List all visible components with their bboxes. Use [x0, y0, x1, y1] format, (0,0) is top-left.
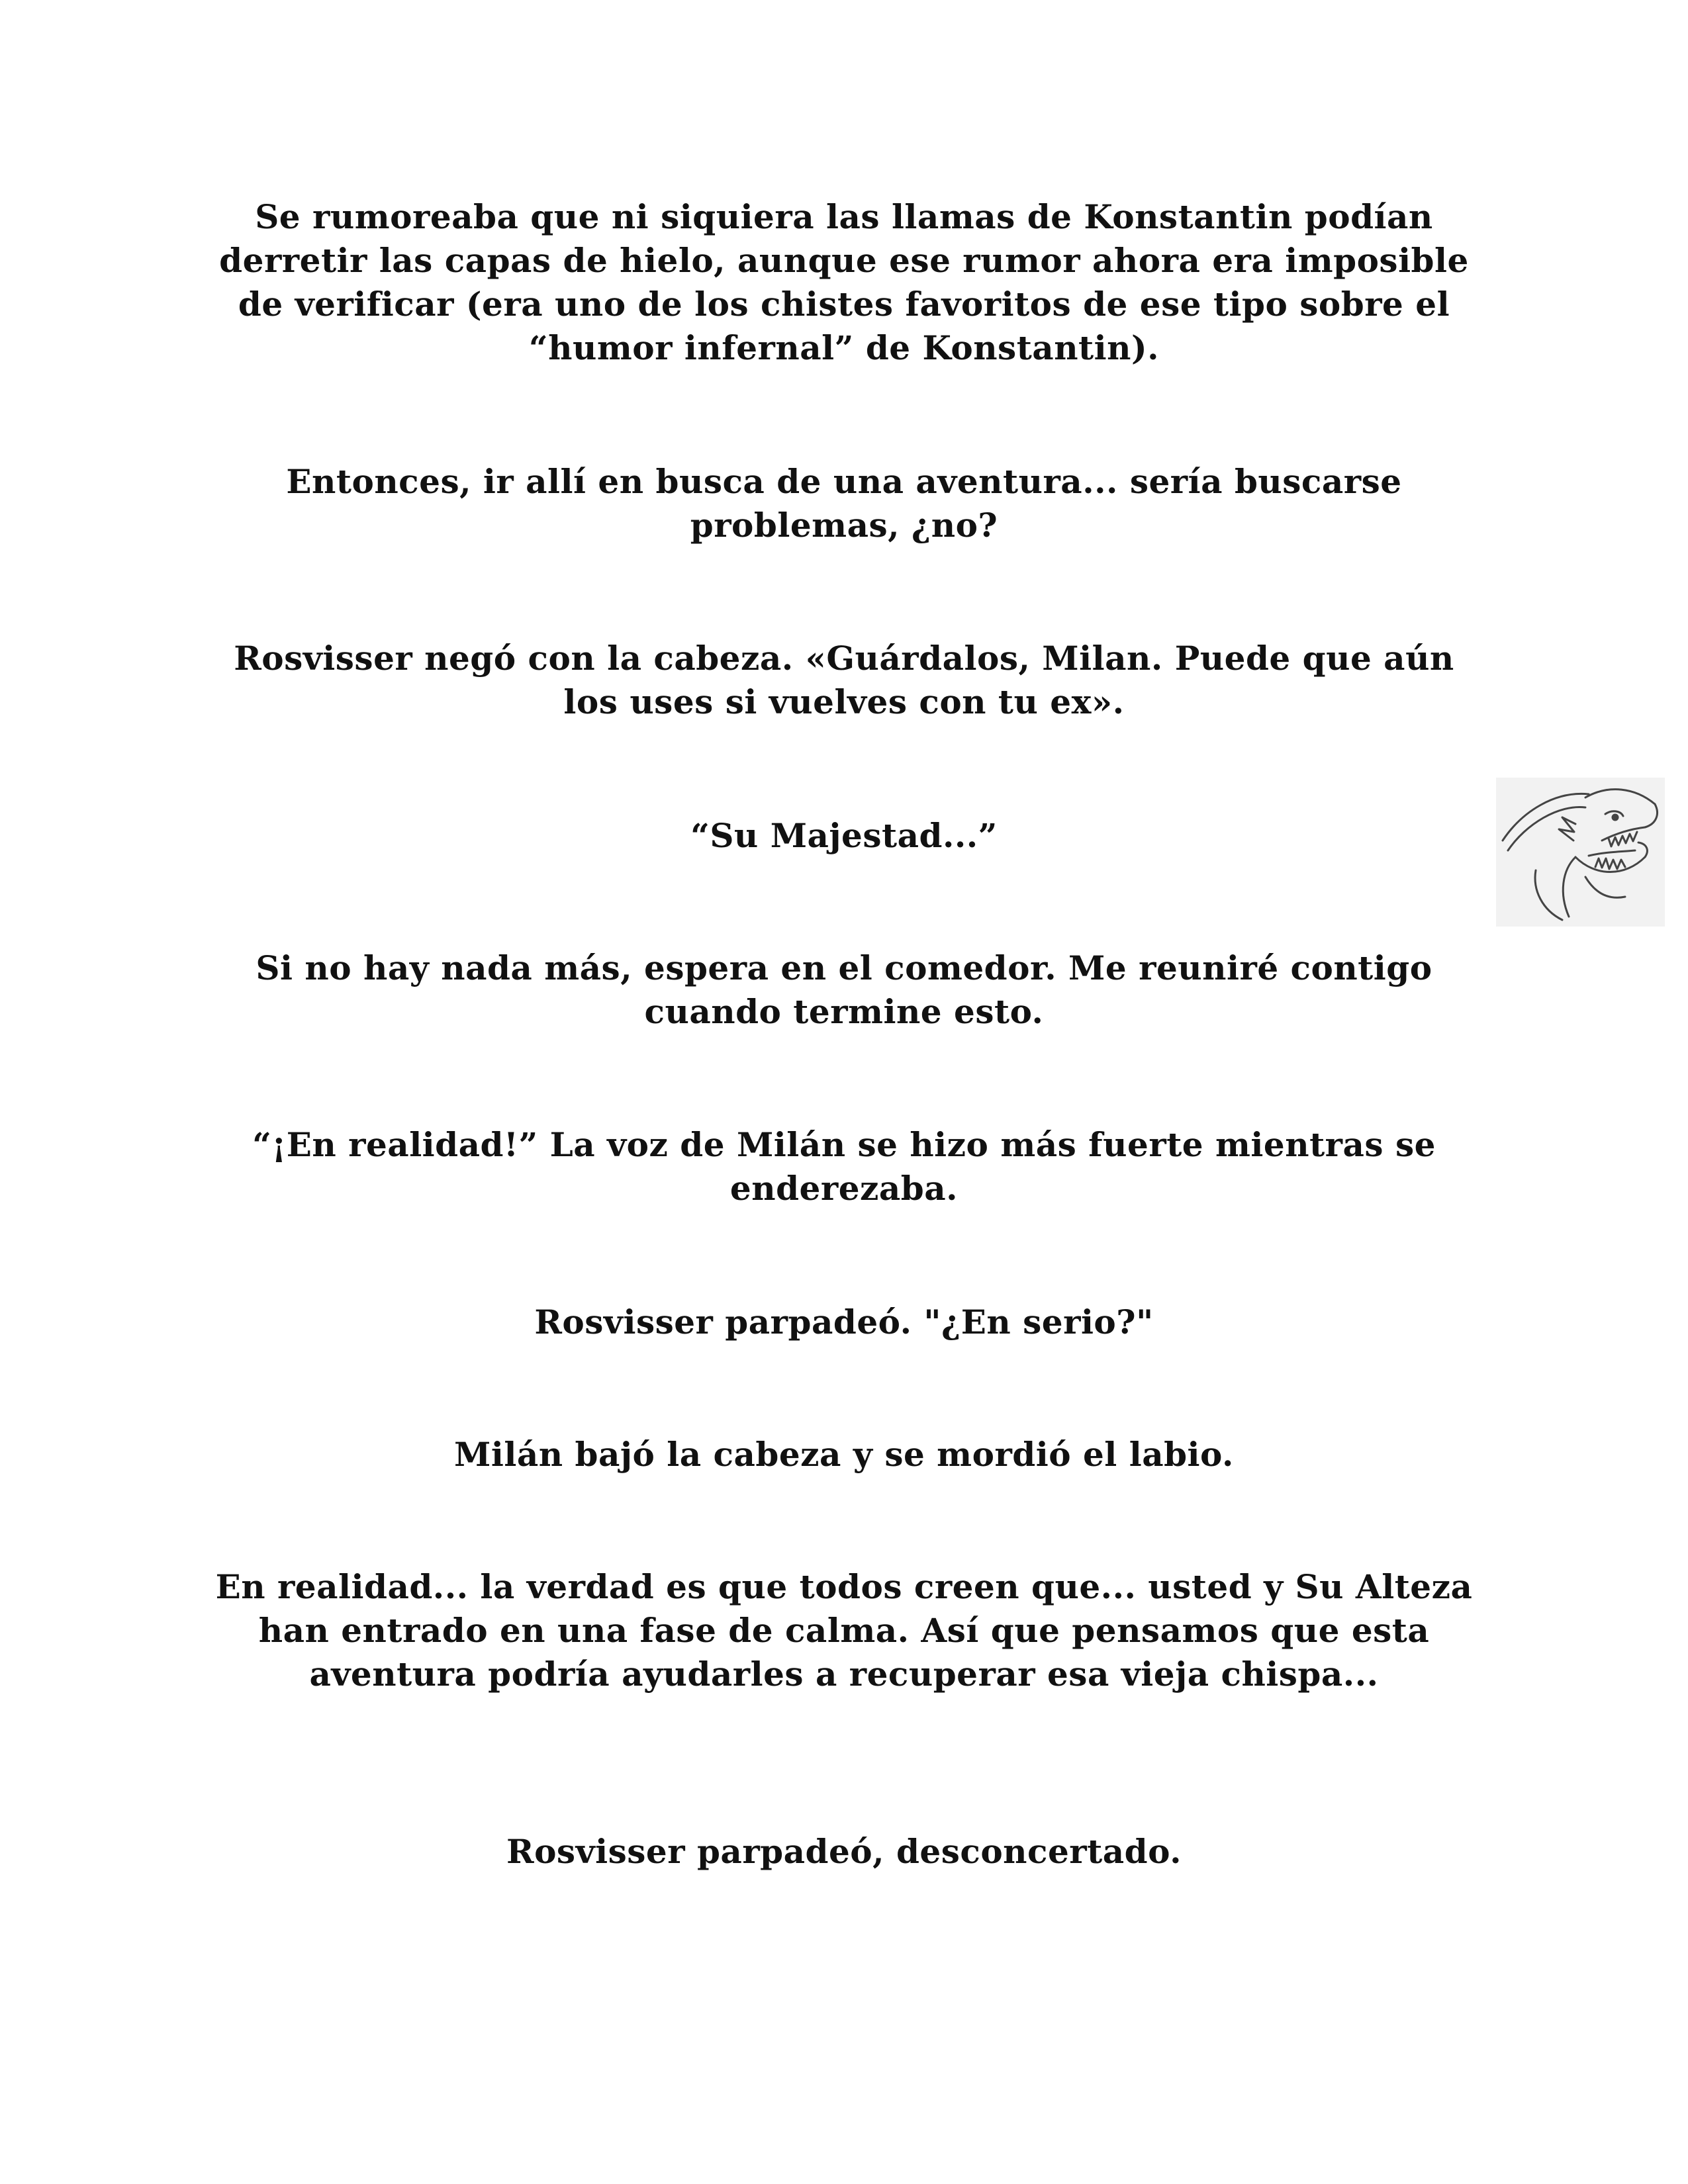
paragraph-1: Se rumoreaba que ni siquiera las llamas de Konstantin podían derretir las capas de hielo, aunque ese rumor ahora era imposible de verificar (era uno de los chistes favoritos de ese tipo sobre el “humor infernal” de Konstantin).	[219, 197, 1469, 367]
paragraph-9: En realidad... la verdad es que todos creen que... usted y Su Alteza han entrado en una fase de calma. Así que pensamos que esta aventura podría ayudarles a recuperar esa vieja chispa...	[215, 1567, 1473, 1694]
paragraph-8: Milán bajó la cabeza y se mordió el labio.	[454, 1435, 1234, 1474]
dragon-head-sketch-icon	[1496, 778, 1665, 927]
paragraph-6: “¡En realidad!” La voz de Milán se hizo más fuerte mientras se enderezaba.	[252, 1125, 1436, 1208]
paragraph-3: Rosvisser negó con la cabeza. «Guárdalos, Milan. Puede que aún los uses si vuelves con tu ex».	[234, 639, 1454, 721]
paragraph-2: Entonces, ir allí en busca de una aventura... sería buscarse problemas, ¿no?	[286, 462, 1402, 545]
paragraph-4: “Su Majestad...”	[690, 816, 998, 855]
paragraph-7: Rosvisser parpadeó. "¿En serio?"	[534, 1302, 1154, 1342]
paragraph-10: Rosvisser parpadeó, desconcertado.	[506, 1832, 1182, 1871]
paragraph-5: Si no hay nada más, espera en el comedor. Me reuniré contigo cuando termine esto.	[256, 948, 1432, 1031]
